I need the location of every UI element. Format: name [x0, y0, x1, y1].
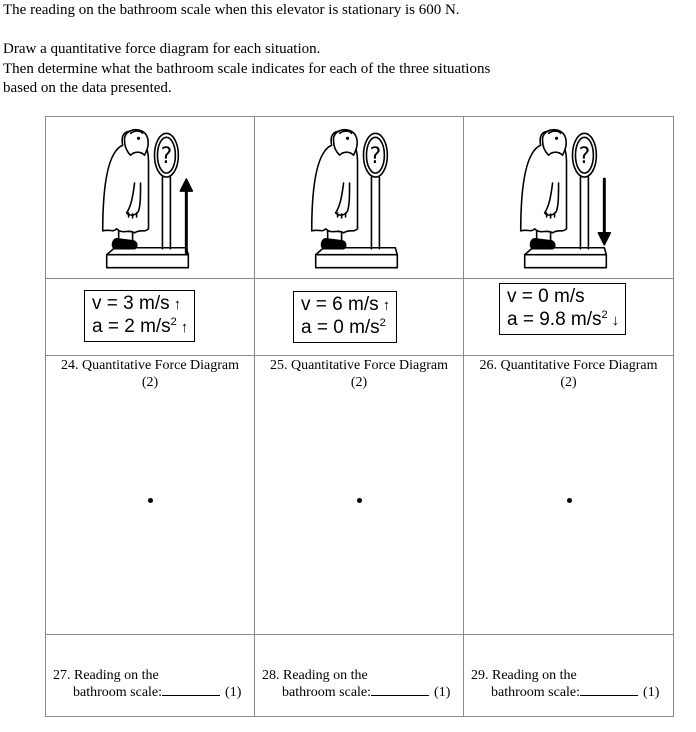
instruction-line-2: Draw a quantitative force diagram for each situation.	[3, 41, 321, 57]
force-diagram-title: 26. Quantitative Force Diagram	[479, 358, 658, 373]
kinematics-cell	[255, 279, 464, 356]
reading-cell	[255, 635, 464, 717]
acceleration-arrow-icon: ↓	[611, 312, 620, 329]
acceleration-exponent: 2	[170, 316, 177, 328]
instruction-line-4: based on the data presented.	[3, 80, 172, 96]
illustration-row	[46, 117, 674, 279]
velocity-arrow-icon: ↑	[382, 297, 391, 314]
force-diagram-label	[464, 357, 673, 391]
acceleration-text: a = 0 m/s	[301, 317, 380, 338]
velocity-text: v = 6 m/s	[301, 294, 379, 315]
reading-label: 27. Reading on the	[53, 668, 159, 683]
reading-cell	[464, 635, 674, 717]
kinematics-row	[46, 279, 674, 356]
acceleration-arrow-icon: ↑	[180, 319, 189, 336]
worksheet-table	[45, 116, 674, 717]
velocity-arrow-icon: ↑	[173, 296, 182, 313]
velocity-text: v = 0 m/s	[507, 286, 585, 307]
force-diagram-points: (2)	[141, 375, 159, 390]
acceleration-exponent: 2	[379, 317, 386, 329]
illustration-cell	[464, 117, 674, 279]
kinematics-cell	[46, 279, 255, 356]
reading-question	[471, 668, 659, 701]
illustration-cell	[46, 117, 255, 279]
kinematics-box	[84, 290, 195, 342]
reading-row	[46, 635, 674, 717]
kinematics-box	[499, 283, 626, 335]
ghost-on-scale-icon	[464, 117, 673, 278]
instruction-line-3: Then determine what the bathroom scale indicates for each of the three situations	[3, 61, 491, 77]
force-diagram-area[interactable]	[255, 356, 464, 635]
reading-question	[262, 668, 450, 701]
ghost-on-scale-icon	[255, 117, 463, 278]
answer-blank[interactable]	[580, 684, 638, 696]
reading-points: (1)	[643, 685, 660, 700]
reading-label: 29. Reading on the	[471, 668, 577, 683]
svg-text:?: ?	[578, 144, 591, 170]
reading-points: (1)	[434, 685, 451, 700]
reading-label-2: bathroom scale:	[73, 685, 163, 700]
ghost-on-scale-icon	[46, 117, 254, 278]
velocity-text: v = 3 m/s	[92, 293, 170, 314]
kinematics-box	[293, 291, 397, 343]
force-diagram-row	[46, 356, 674, 635]
answer-blank[interactable]	[162, 684, 220, 696]
svg-text:?: ?	[369, 144, 382, 170]
force-diagram-points: (2)	[350, 375, 368, 390]
reading-cell	[46, 635, 255, 717]
instruction-line-1: The reading on the bathroom scale when this elevator is stationary is 600 N.	[3, 2, 460, 18]
force-diagram-title: 24. Quantitative Force Diagram	[60, 358, 240, 373]
reading-label: 28. Reading on the	[262, 668, 368, 683]
svg-text:?: ?	[160, 144, 173, 170]
illustration-cell	[255, 117, 464, 279]
object-dot	[567, 498, 572, 503]
reading-label-2: bathroom scale:	[491, 685, 581, 700]
force-diagram-area[interactable]	[46, 356, 255, 635]
force-diagram-area[interactable]	[464, 356, 674, 635]
force-diagram-title: 25. Quantitative Force Diagram	[269, 358, 449, 373]
reading-label-2: bathroom scale:	[282, 685, 372, 700]
kinematics-cell	[464, 279, 674, 356]
acceleration-text: a = 9.8 m/s	[507, 309, 602, 330]
force-diagram-points: (2)	[560, 375, 577, 390]
reading-points: (1)	[225, 685, 242, 700]
force-diagram-label	[46, 357, 254, 391]
force-diagram-label	[255, 357, 463, 391]
object-dot	[357, 498, 362, 503]
acceleration-text: a = 2 m/s	[92, 316, 171, 337]
reading-question	[53, 668, 241, 701]
answer-blank[interactable]	[371, 684, 429, 696]
acceleration-exponent: 2	[601, 309, 608, 321]
object-dot	[148, 498, 153, 503]
